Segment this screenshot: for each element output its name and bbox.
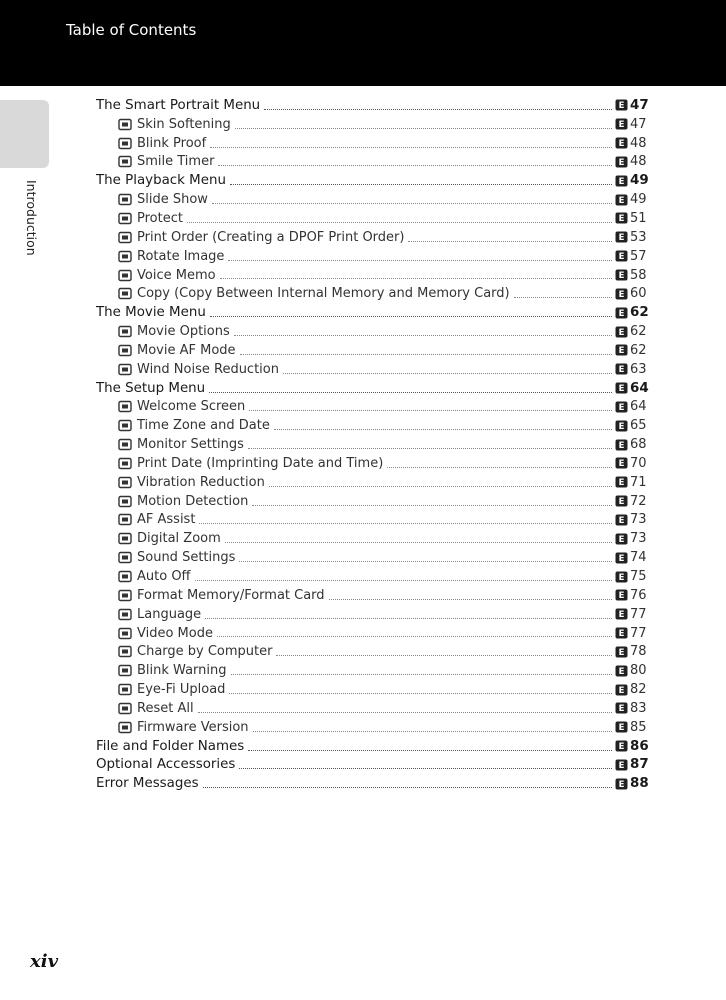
toc-title: Monitor Settings (137, 437, 244, 453)
svg-text:E: E (618, 252, 625, 263)
toc-page-number: 74 (630, 550, 647, 566)
toc-section[interactable] (96, 379, 661, 398)
svg-text:E: E (618, 459, 625, 470)
toc-page-number: 64 (630, 380, 649, 396)
reference-section-icon (615, 363, 628, 375)
toc-page-ref (615, 268, 661, 283)
toc-title: Movie Options (137, 324, 230, 340)
svg-text:E: E (618, 761, 625, 771)
smile-timer-icon (118, 155, 132, 168)
dot-leader (240, 353, 612, 355)
wind-noise-icon (118, 363, 132, 376)
language-icon (118, 608, 132, 621)
toc-item[interactable] (96, 624, 661, 643)
toc-page-number: 62 (630, 305, 649, 321)
toc-page-ref (615, 757, 661, 772)
toc-page-number: 73 (630, 512, 647, 528)
toc-title: Language (137, 606, 202, 622)
reference-section-icon (615, 439, 628, 451)
svg-text:E: E (618, 271, 625, 282)
toc-page-ref (615, 98, 661, 113)
svg-text:E: E (618, 327, 625, 338)
toc-page-number: 48 (630, 135, 647, 151)
dot-leader (253, 730, 612, 732)
dot-leader (283, 372, 612, 374)
svg-text:E: E (618, 553, 625, 564)
toc-page-number: 57 (630, 248, 647, 264)
toc-title: Motion Detection (137, 493, 249, 509)
section-tab[interactable] (0, 100, 49, 168)
toc-page-ref (615, 607, 661, 622)
rotate-image-icon (118, 250, 132, 263)
toc-title: Copy (Copy Between Internal Memory and Memory Card) (137, 286, 510, 302)
toc-page-ref (615, 362, 661, 377)
dot-leader (239, 560, 612, 562)
monitor-icon (118, 438, 132, 451)
toc-item[interactable] (96, 699, 661, 718)
toc-page-number: 80 (630, 663, 647, 679)
reference-section-icon (615, 740, 628, 752)
toc-page-number: 73 (630, 531, 647, 547)
reference-section-icon (615, 514, 628, 526)
reference-section-icon (615, 99, 628, 111)
video-icon (118, 627, 132, 640)
svg-text:E: E (618, 497, 625, 508)
svg-text:E: E (618, 384, 625, 395)
reference-section-icon (615, 552, 628, 564)
toc-page-ref (615, 343, 661, 358)
toc-page-number: 77 (630, 606, 647, 622)
dot-leader (235, 127, 612, 129)
reset-icon (118, 702, 132, 715)
wifi-icon (118, 683, 132, 696)
toc-page-number: 76 (630, 587, 647, 603)
toc-item[interactable] (96, 416, 661, 435)
toc-item[interactable] (96, 341, 661, 360)
toc-page-ref (615, 776, 661, 791)
toc-page-ref (615, 701, 661, 716)
date-icon (118, 457, 132, 470)
dot-leader (229, 692, 612, 694)
reference-section-icon (615, 326, 628, 338)
slide-show-icon (118, 193, 132, 206)
toc-page-number: 60 (630, 286, 647, 302)
toc-page-number: 62 (630, 324, 647, 340)
svg-text:E: E (618, 195, 625, 206)
charge-icon (118, 645, 132, 658)
dot-leader (225, 541, 612, 543)
toc-page-ref (615, 626, 661, 641)
toc-page-ref (615, 381, 661, 396)
svg-text:E: E (618, 516, 625, 526)
toc-section[interactable] (96, 756, 661, 775)
svg-text:E: E (618, 478, 625, 489)
dot-leader (210, 146, 612, 148)
toc-page-ref (615, 569, 661, 584)
toc-page-number: 47 (630, 97, 649, 113)
reference-section-icon (615, 175, 628, 187)
welcome-screen-icon (118, 400, 132, 413)
toc-page-ref (615, 739, 661, 754)
toc-page-ref (615, 211, 661, 226)
toc-item[interactable] (96, 680, 661, 699)
toc-item[interactable] (96, 718, 661, 737)
reference-section-icon (615, 382, 628, 394)
svg-text:E: E (618, 648, 625, 658)
toc-page-number: 48 (630, 154, 647, 170)
svg-text:E: E (618, 685, 625, 696)
toc-item[interactable] (96, 473, 661, 492)
toc-title: Vibration Reduction (137, 474, 265, 490)
toc-page-ref (615, 663, 661, 678)
reference-section-icon (615, 231, 628, 243)
svg-text:E: E (618, 572, 625, 583)
reference-section-icon (615, 608, 628, 620)
toc-item[interactable] (96, 153, 661, 172)
toc-section[interactable] (96, 737, 661, 756)
toc-page-number: 64 (630, 399, 647, 415)
section-tab-label-wrap (23, 180, 39, 260)
toc-item[interactable] (96, 435, 661, 454)
toc-page-number: 70 (630, 455, 647, 471)
dot-leader (210, 315, 612, 317)
toc-page-ref (615, 512, 661, 527)
toc-item[interactable] (96, 492, 661, 511)
reference-section-icon (615, 307, 628, 319)
toc-page-number: 47 (630, 116, 647, 132)
toc-page-ref (615, 230, 661, 245)
toc-page-number: 49 (630, 192, 647, 208)
auto-off-icon (118, 570, 132, 583)
toc-page-number: 87 (630, 757, 649, 773)
copy-icon (118, 287, 132, 300)
toc-title: File and Folder Names (96, 738, 245, 754)
toc-page-ref (615, 475, 661, 490)
toc-title: The Movie Menu (96, 305, 206, 321)
dot-leader (198, 711, 612, 713)
af-assist-icon (118, 513, 132, 526)
svg-text:E: E (618, 214, 625, 225)
movie-camera-icon (118, 325, 132, 338)
dot-leader (252, 504, 612, 506)
toc-title: Wind Noise Reduction (137, 361, 279, 377)
reference-section-icon (615, 288, 628, 300)
dot-leader (187, 221, 612, 223)
toc-title: Error Messages (96, 776, 199, 792)
reference-section-icon (615, 156, 628, 168)
toc-section[interactable] (96, 171, 661, 190)
reference-section-icon (615, 269, 628, 281)
svg-text:E: E (618, 308, 625, 319)
reference-section-icon (615, 533, 628, 545)
dot-leader (387, 466, 612, 468)
toc-title: Slide Show (137, 192, 208, 208)
toc-title: AF Assist (137, 512, 196, 528)
dot-leader (269, 485, 612, 487)
toc-page-number: 63 (630, 361, 647, 377)
dot-leader (274, 428, 612, 430)
toc-page-ref (615, 644, 661, 659)
svg-text:E: E (618, 610, 625, 621)
reference-section-icon (615, 250, 628, 262)
dot-leader (195, 579, 612, 581)
dot-leader (248, 447, 612, 449)
toc-title: Time Zone and Date (137, 418, 270, 434)
speaker-icon (118, 551, 132, 564)
dot-leader (264, 108, 612, 110)
toc-page-ref (615, 117, 661, 132)
toc-section[interactable] (96, 774, 661, 793)
toc-item[interactable] (96, 247, 661, 266)
toc-title: Blink Proof (137, 135, 207, 151)
dot-leader (199, 522, 612, 524)
toc-page-ref (615, 682, 661, 697)
toc-page-ref (615, 305, 661, 320)
dot-leader (408, 240, 612, 242)
reference-section-icon (615, 457, 628, 469)
dot-leader (231, 673, 613, 675)
reference-section-icon (615, 627, 628, 639)
dot-leader (234, 334, 612, 336)
toc-page-number: 77 (630, 625, 647, 641)
toc-page-number: 78 (630, 644, 647, 660)
toc-item[interactable] (96, 642, 661, 661)
toc-title: Video Mode (137, 625, 213, 641)
toc-item[interactable] (96, 454, 661, 473)
svg-text:E: E (618, 176, 625, 187)
reference-section-icon (615, 646, 628, 658)
motion-detection-icon (118, 495, 132, 508)
reference-section-icon (615, 702, 628, 714)
reference-section-icon (615, 118, 628, 130)
toc-item[interactable] (96, 134, 661, 153)
reference-section-icon (615, 137, 628, 149)
toc-item[interactable] (96, 228, 661, 247)
toc-item[interactable] (96, 360, 661, 379)
microphone-icon (118, 269, 132, 282)
toc-title: Eye-Fi Upload (137, 682, 226, 698)
dot-leader (205, 617, 612, 619)
dot-leader (217, 635, 612, 637)
section-tab-label: Introduction (24, 180, 39, 256)
toc-item[interactable] (96, 511, 661, 530)
toc-item[interactable] (96, 661, 661, 680)
toc-page-ref (615, 324, 661, 339)
reference-section-icon (615, 721, 628, 733)
toc-title: Smile Timer (137, 154, 215, 170)
toc-title: Auto Off (137, 569, 191, 585)
reference-section-icon (615, 589, 628, 601)
toc-title: The Playback Menu (96, 173, 226, 189)
page-header (0, 0, 726, 86)
svg-text:E: E (618, 440, 625, 451)
toc-page-ref (615, 154, 661, 169)
toc-page-number: 53 (630, 229, 647, 245)
reference-section-icon (615, 778, 628, 790)
toc-title: The Setup Menu (96, 380, 206, 396)
toc-item[interactable] (96, 586, 661, 605)
toc-title: Rotate Image (137, 248, 225, 264)
toc-title: Print Date (Imprinting Date and Time) (137, 455, 384, 471)
toc-page-number: 88 (630, 776, 649, 792)
svg-text:E: E (618, 421, 625, 432)
svg-text:E: E (618, 365, 625, 376)
dot-leader (212, 202, 612, 204)
toc-page-number: 65 (630, 418, 647, 434)
svg-text:E: E (618, 120, 625, 131)
svg-text:E: E (618, 591, 625, 602)
table-of-contents (96, 96, 661, 793)
toc-item[interactable] (96, 284, 661, 303)
toc-item[interactable] (96, 190, 661, 209)
toc-title: Firmware Version (137, 719, 249, 735)
svg-text:E: E (618, 723, 625, 734)
toc-page-ref (615, 531, 661, 546)
toc-title: Reset All (137, 700, 194, 716)
toc-page-number: 85 (630, 719, 647, 735)
dot-leader (203, 786, 612, 788)
toc-page-number: 62 (630, 342, 647, 358)
svg-text:E: E (618, 101, 625, 112)
toc-page-number: 68 (630, 437, 647, 453)
reference-section-icon (615, 344, 628, 356)
svg-text:E: E (618, 139, 625, 150)
dot-leader (228, 259, 612, 261)
movie-af-icon (118, 344, 132, 357)
key-icon (118, 212, 132, 225)
toc-title: The Smart Portrait Menu (96, 97, 261, 113)
toc-page-ref (615, 399, 661, 414)
toc-page-ref (615, 720, 661, 735)
toc-page-ref (615, 173, 661, 188)
digital-zoom-icon (118, 532, 132, 545)
dot-leader (248, 749, 612, 751)
svg-text:E: E (618, 290, 625, 300)
toc-page-ref (615, 588, 661, 603)
reference-section-icon (615, 420, 628, 432)
toc-title: Optional Accessories (96, 757, 236, 773)
reference-section-icon (615, 571, 628, 583)
svg-text:E: E (618, 629, 625, 640)
toc-page-number: 51 (630, 210, 647, 226)
toc-page-ref (615, 249, 661, 264)
reference-section-icon (615, 401, 628, 413)
toc-item[interactable] (96, 529, 661, 548)
dot-leader (329, 598, 612, 600)
reference-section-icon (615, 495, 628, 507)
toc-page-number: 86 (630, 738, 649, 754)
dot-leader (249, 409, 612, 411)
toc-title: Movie AF Mode (137, 342, 236, 358)
toc-page-number: 83 (630, 700, 647, 716)
toc-page-ref (615, 136, 661, 151)
toc-title: Welcome Screen (137, 399, 246, 415)
toc-section[interactable] (96, 96, 661, 115)
blink-proof-icon (118, 137, 132, 150)
svg-text:E: E (618, 779, 625, 790)
toc-item[interactable] (96, 266, 661, 285)
toc-title: Voice Memo (137, 267, 216, 283)
svg-text:E: E (618, 666, 625, 677)
toc-title: Skin Softening (137, 116, 231, 132)
toc-page-number: 49 (630, 173, 649, 189)
toc-item[interactable] (96, 548, 661, 567)
toc-item[interactable] (96, 605, 661, 624)
toc-page-number: 75 (630, 569, 647, 585)
toc-title: Protect (137, 210, 183, 226)
toc-item[interactable] (96, 567, 661, 586)
reference-section-icon (615, 665, 628, 677)
toc-section[interactable] (96, 303, 661, 322)
reference-section-icon (615, 194, 628, 206)
toc-title: Blink Warning (137, 663, 227, 679)
dot-leader (218, 164, 612, 166)
blink-warning-icon (118, 664, 132, 677)
toc-title: Format Memory/Format Card (137, 587, 325, 603)
clock-icon (118, 419, 132, 432)
toc-title: Sound Settings (137, 550, 236, 566)
header-title: Table of Contents (66, 21, 197, 39)
page-number: xiv (30, 951, 59, 972)
svg-text:E: E (618, 403, 625, 413)
toc-page-number: 82 (630, 682, 647, 698)
toc-page-ref (615, 494, 661, 509)
svg-text:E: E (618, 158, 625, 168)
vibration-reduction-icon (118, 476, 132, 489)
toc-title: Charge by Computer (137, 644, 273, 660)
svg-text:E: E (618, 742, 625, 753)
dot-leader (276, 654, 612, 656)
toc-item[interactable] (96, 209, 661, 228)
firmware-icon (118, 721, 132, 734)
toc-page-ref (615, 286, 661, 301)
toc-page-ref (615, 437, 661, 452)
dot-leader (514, 296, 612, 298)
toc-title: Print Order (Creating a DPOF Print Order) (137, 229, 405, 245)
reference-section-icon (615, 476, 628, 488)
format-memory-icon (118, 589, 132, 602)
svg-text:E: E (618, 233, 625, 244)
toc-page-ref (615, 192, 661, 207)
toc-page-ref (615, 550, 661, 565)
dot-leader (220, 277, 612, 279)
toc-title: Digital Zoom (137, 531, 221, 547)
toc-page-ref (615, 418, 661, 433)
svg-text:E: E (618, 535, 625, 545)
svg-text:E: E (618, 704, 625, 715)
toc-item[interactable] (96, 398, 661, 417)
toc-page-ref (615, 456, 661, 471)
reference-section-icon (615, 684, 628, 696)
svg-text:E: E (618, 346, 625, 357)
toc-page-number: 58 (630, 267, 647, 283)
dot-leader (230, 183, 612, 185)
toc-item[interactable] (96, 115, 661, 134)
dot-leader (239, 767, 612, 769)
face-smile-icon (118, 118, 132, 131)
toc-page-number: 72 (630, 493, 647, 509)
toc-item[interactable] (96, 322, 661, 341)
dot-leader (209, 391, 612, 393)
reference-section-icon (615, 759, 628, 771)
toc-page-number: 71 (630, 474, 647, 490)
printer-icon (118, 231, 132, 244)
reference-section-icon (615, 212, 628, 224)
